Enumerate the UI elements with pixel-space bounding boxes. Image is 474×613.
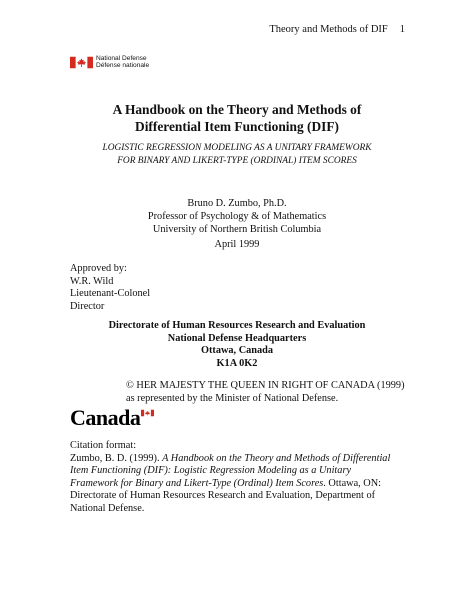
dnd-line-english: National Defense (96, 55, 147, 62)
author-affiliation: University of Northern British Columbia (152, 224, 322, 235)
citation-block (70, 440, 400, 516)
national-defense-logo (70, 55, 149, 69)
canada-wordmark-text: Canada (70, 405, 141, 430)
publication-date: April 1999 (214, 239, 260, 250)
directorate-line-1: Directorate of Human Resources Research and Evaluation (108, 320, 366, 331)
title-line-2: Differential Item Functioning (DIF) (135, 119, 339, 134)
copyright-line-2: as represented by the Minister of National Defense. (126, 393, 339, 404)
page-number: 1 (399, 24, 405, 35)
citation-text (70, 453, 400, 516)
citation-title: A Handbook on the Theory and Methods of Differential Item Functioning (DIF): Logistic Regression Modeling as a Unitary Framework for Binary and Likert-Type (Ordinal) Item Scores (70, 452, 391, 489)
author-block (40, 197, 434, 236)
author-name: Bruno D. Zumbo, Ph.D. (187, 198, 287, 209)
approver-role: Director (70, 300, 105, 312)
author-position: Professor of Psychology & of Mathematics (147, 211, 327, 222)
canada-wordmark (70, 407, 154, 429)
dnd-line-french: Défense nationale (96, 62, 150, 70)
approver-name: W.R. Wild (70, 275, 114, 287)
canada-wordmark-flag-icon (141, 409, 154, 417)
dnd-logo-text (96, 55, 149, 69)
directorate-line-4: K1A 0K2 (216, 357, 258, 369)
subtitle-line-1: LOGISTIC REGRESSION MODELING AS A UNITARY FRAMEWORK (102, 143, 372, 153)
approver-rank: Lieutenant-Colonel (70, 288, 151, 299)
subtitle-line-2: FOR BINARY AND LIKERT-TYPE (ORDINAL) ITEM SCORES (117, 155, 357, 166)
directorate-line-3: Ottawa, Canada (200, 345, 274, 357)
directorate-line-2: National Defense Headquarters (167, 332, 307, 344)
copyright-notice (126, 379, 405, 405)
directorate-block (40, 320, 434, 370)
citation-publisher: . Ottawa, ON: Directorate of Human Resources Research and Evaluation, Department of National Defense. (70, 477, 382, 514)
title-line-1: A Handbook on the Theory and Methods of (112, 102, 362, 117)
approval-label: Approved by: (70, 263, 127, 274)
citation-author-year: Zumbo, B. D. (1999). (70, 452, 163, 464)
document-subtitle (40, 142, 434, 167)
running-header-title: Theory and Methods of DIF (269, 24, 388, 35)
citation-label: Citation format: (70, 440, 137, 451)
canada-flag-icon (70, 56, 93, 69)
running-header (269, 24, 405, 35)
document-title (40, 101, 434, 135)
copyright-line-1: © HER MAJESTY THE QUEEN IN RIGHT OF CANADA (1999) (126, 380, 405, 391)
approval-block (70, 263, 150, 313)
